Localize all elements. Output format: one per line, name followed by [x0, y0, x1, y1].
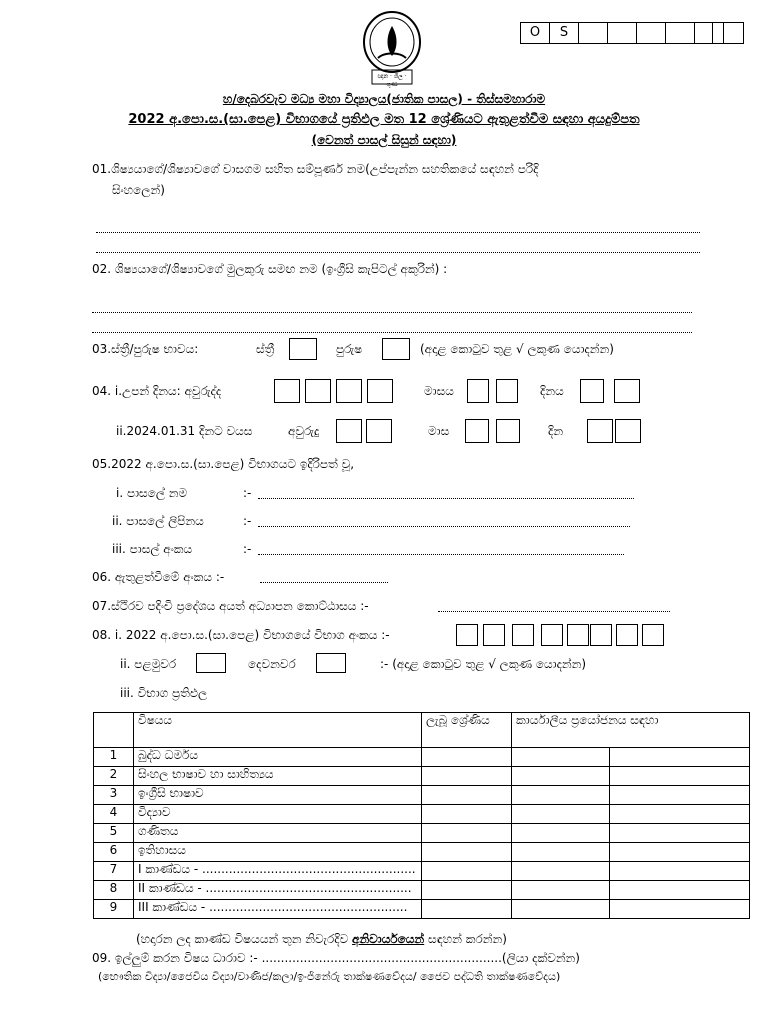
- row-grade-cell[interactable]: [422, 786, 512, 805]
- row-number: 7: [94, 862, 134, 881]
- row-grade-cell[interactable]: [422, 900, 512, 919]
- row-office-cell: [512, 805, 610, 824]
- row-subject: ගණිතය: [134, 824, 422, 843]
- row-subject[interactable]: III කාණ්ඩය - ....................................................: [134, 900, 422, 919]
- age-years-digit[interactable]: [336, 419, 362, 443]
- row-grade-cell[interactable]: [422, 748, 512, 767]
- row-number: 9: [94, 900, 134, 919]
- header-number-cell: [94, 713, 134, 748]
- birth-year-digit[interactable]: [305, 379, 331, 403]
- male-checkbox[interactable]: [382, 338, 410, 360]
- second-attempt-checkbox[interactable]: [316, 653, 346, 673]
- first-attempt-label: ii. පළමුවර: [120, 657, 177, 671]
- row-grade-cell[interactable]: [422, 805, 512, 824]
- age-years-digit[interactable]: [366, 419, 392, 443]
- school-address-sep: :-: [243, 514, 252, 528]
- form-subtitle: (වෙනත් පාසල් සිසුන් සඳහා): [311, 133, 457, 147]
- first-attempt-checkbox[interactable]: [196, 653, 226, 673]
- row-office-cell: [610, 805, 750, 824]
- table-row: [94, 748, 750, 767]
- exam-index-digit[interactable]: [456, 624, 478, 646]
- q3-note: (අදාළ කොටුව තුළ √ ලකුණ යොදන්න): [420, 342, 614, 356]
- row-office-cell: [512, 900, 610, 919]
- second-attempt-label: දෙවනවර: [248, 657, 296, 671]
- table-row: [94, 843, 750, 862]
- row-office-cell: [512, 786, 610, 805]
- row-number: 4: [94, 805, 134, 824]
- row-number: 5: [94, 824, 134, 843]
- age-days-digit[interactable]: [615, 419, 641, 443]
- row-subject: සිංහල භාෂාව හා සාහිත්‍යය: [134, 767, 422, 786]
- q1-name-line[interactable]: [96, 252, 700, 253]
- q3-label: 03.ස්ත්‍රී/පුරුෂ භාවය:: [92, 342, 199, 356]
- age-months-label: මාස: [428, 424, 450, 438]
- header-subject: විෂයය: [134, 713, 422, 748]
- q2-label: 02. ශිෂ්‍යයාගේ/ශිෂ්‍යාවගේ මුලකුරු සමඟ නම (ඉංග්‍රීසි කැපිටල් අකුරින්) :: [92, 262, 448, 276]
- exam-index-digit[interactable]: [483, 624, 505, 646]
- q8-label-iii: iii. විභාග ප්‍රතිඵල: [120, 686, 208, 700]
- row-office-cell: [610, 767, 750, 786]
- school-address-label: ii. පාසලේ ලිපිනය: [112, 514, 204, 528]
- row-office-cell: [610, 862, 750, 881]
- row-subject: ඉංග්‍රීසි භාෂාව: [134, 786, 422, 805]
- basket-subjects-note: [136, 932, 507, 947]
- q4-label-i: 04. i.උපන් දිනය: අවුරුද්ද: [92, 384, 222, 398]
- row-subject: බුද්ධ ධර්මය: [134, 748, 422, 767]
- q7-label: 07.ස්ථිරව පදිංචි ප්‍රදේශය අයත් අධ්‍යාපන කොට්ඨාසය :-: [92, 599, 369, 613]
- q6-label: 06. ඇතුළත්වීමේ අංකය :-: [92, 570, 225, 584]
- exam-index-digit[interactable]: [590, 624, 612, 646]
- note-prefix: (හදාරන ලද කාණ්ඩ විෂයයන් තුන නිවැරදිව: [136, 932, 353, 946]
- birth-year-digit[interactable]: [367, 379, 393, 403]
- exam-index-digit[interactable]: [567, 624, 589, 646]
- row-number: 6: [94, 843, 134, 862]
- exam-index-digit[interactable]: [642, 624, 664, 646]
- row-number: 1: [94, 748, 134, 767]
- birth-month-digit[interactable]: [496, 379, 518, 403]
- row-grade-cell[interactable]: [422, 824, 512, 843]
- row-office-cell: [610, 900, 750, 919]
- q9-streams: (භෞතික විද්‍යා/ජෛවීය විද්‍යා/වාණිජ/කලා/ඉංජිනේරු තාක්ෂණවේදය/ ජෛව පද්ධති තාක්ෂණවේදය): [98, 970, 561, 983]
- header-office-use: කාර්යාලීය ප්‍රයෝජනය සඳහා: [512, 713, 750, 748]
- admission-number-line[interactable]: [260, 582, 388, 583]
- row-grade-cell[interactable]: [422, 881, 512, 900]
- school-name: හ/දෙබරවැව මධ්‍ය මහා විද්‍යාලය(ජාතික පාසල) - තිස්සමහාරාම: [222, 92, 546, 106]
- q5-label: 05.2022 අ.පො.ස.(සා.පෙළ) විභාගයට ඉදිරිපත් වූ,: [92, 457, 355, 471]
- table-row: [94, 824, 750, 843]
- q8-note: :- (අදාළ කොටුව තුළ √ ලකුණ යොදන්න): [380, 657, 587, 671]
- age-years-label: අවුරුදු: [288, 424, 320, 438]
- birth-day-label: දිනය: [540, 384, 564, 398]
- q1-label: 01.ශිෂ්‍යයාගේ/ශිෂ්‍යාවගේ වාසගම සහිත සම්පූර්ණ නම(උප්පැන්න සහතිකයේ සඳහන් පරිදි: [92, 162, 539, 176]
- row-grade-cell[interactable]: [422, 862, 512, 881]
- birth-month-label: මාසය: [424, 384, 454, 398]
- row-subject: විද්‍යාව: [134, 805, 422, 824]
- os-box-cell[interactable]: [712, 22, 744, 44]
- os-box-cell: O: [520, 22, 550, 44]
- q1-name-line[interactable]: [96, 232, 700, 233]
- row-office-cell: [610, 881, 750, 900]
- q2-name-line[interactable]: [92, 312, 692, 313]
- row-grade-cell[interactable]: [422, 843, 512, 862]
- school-number-sep: :-: [243, 542, 252, 556]
- results-table: [93, 712, 750, 919]
- row-number: 8: [94, 881, 134, 900]
- note-emphasis: අනිවාර්යයෙන්: [352, 932, 425, 946]
- female-checkbox[interactable]: [289, 338, 317, 360]
- row-office-cell: [512, 881, 610, 900]
- exam-index-digit[interactable]: [616, 624, 638, 646]
- row-subject: ඉතිහාසය: [134, 843, 422, 862]
- row-subject[interactable]: II කාණ්ඩය - ......................................................: [134, 881, 422, 900]
- row-office-cell: [610, 843, 750, 862]
- school-number-label: iii. පාසල් අංකය: [112, 542, 193, 556]
- female-label: ස්ත්‍රී: [256, 342, 275, 356]
- row-subject[interactable]: I කාණ්ඩය - ........................................................: [134, 862, 422, 881]
- row-number: 2: [94, 767, 134, 786]
- os-box-cell[interactable]: [665, 22, 695, 44]
- row-office-cell: [610, 786, 750, 805]
- row-office-cell: [512, 767, 610, 786]
- table-row: [94, 900, 750, 919]
- school-name-line[interactable]: [258, 498, 634, 499]
- table-row: [94, 805, 750, 824]
- q2-name-line[interactable]: [92, 332, 692, 333]
- row-office-cell: [512, 843, 610, 862]
- os-box-cell[interactable]: [607, 22, 637, 44]
- school-address-line[interactable]: [258, 526, 630, 527]
- header-grade: ලැබූ ශ්‍රේණිය: [422, 713, 512, 748]
- table-row: [94, 881, 750, 900]
- form-title: 2022 අ.පො.ස.(සා.පෙළ) විභාගයේ ප්‍රතිඵල මත 12 ශ්‍රේණියට ඇතුළත්වීම සඳහා අයදුම්පත: [128, 112, 640, 127]
- logo-motto: ඥාන · ශීල · ගුණ: [377, 73, 407, 88]
- q4-label-ii: ii.2024.01.31 දිනට වයස: [116, 424, 253, 438]
- birth-month-digit[interactable]: [467, 379, 489, 403]
- exam-index-digit[interactable]: [512, 624, 534, 646]
- age-months-digit[interactable]: [465, 419, 489, 443]
- os-box-cell[interactable]: [636, 22, 666, 44]
- age-months-digit[interactable]: [496, 419, 520, 443]
- table-header-row: [94, 713, 750, 748]
- birth-day-digit[interactable]: [614, 379, 640, 403]
- os-box-cell[interactable]: [578, 22, 608, 44]
- row-office-cell: [610, 748, 750, 767]
- row-grade-cell[interactable]: [422, 767, 512, 786]
- row-office-cell: [512, 862, 610, 881]
- row-office-cell: [512, 824, 610, 843]
- education-division-line[interactable]: [438, 611, 670, 612]
- q8-label-i: 08. i. 2022 අ.පො.ස.(සා.පෙළ) විභාගයේ විභාග අංකය :-: [92, 628, 390, 642]
- birth-day-digit[interactable]: [580, 379, 604, 403]
- male-label: පුරුෂ: [336, 342, 363, 356]
- row-office-cell: [610, 824, 750, 843]
- table-row: [94, 767, 750, 786]
- exam-index-digit[interactable]: [541, 624, 563, 646]
- row-number: 3: [94, 786, 134, 805]
- school-name-sep: :-: [243, 486, 252, 500]
- note-suffix: සඳහන් කරන්න): [424, 932, 507, 946]
- q9-label[interactable]: 09. ඉල්ලුම් කරන විෂය ධාරාව :- ...............................................................(ලියා දක්වන්න): [92, 951, 580, 965]
- birth-year-digit[interactable]: [336, 379, 362, 403]
- table-row: [94, 786, 750, 805]
- age-days-label: දින: [548, 424, 564, 438]
- os-box-cell: S: [549, 22, 579, 44]
- age-days-digit[interactable]: [587, 419, 613, 443]
- row-office-cell: [512, 748, 610, 767]
- birth-year-digit[interactable]: [274, 379, 300, 403]
- table-row: [94, 862, 750, 881]
- school-name-label: i. පාසලේ නම: [116, 486, 188, 500]
- school-number-line[interactable]: [258, 554, 624, 555]
- q1-label-cont: සිංහලෙන්): [112, 183, 165, 197]
